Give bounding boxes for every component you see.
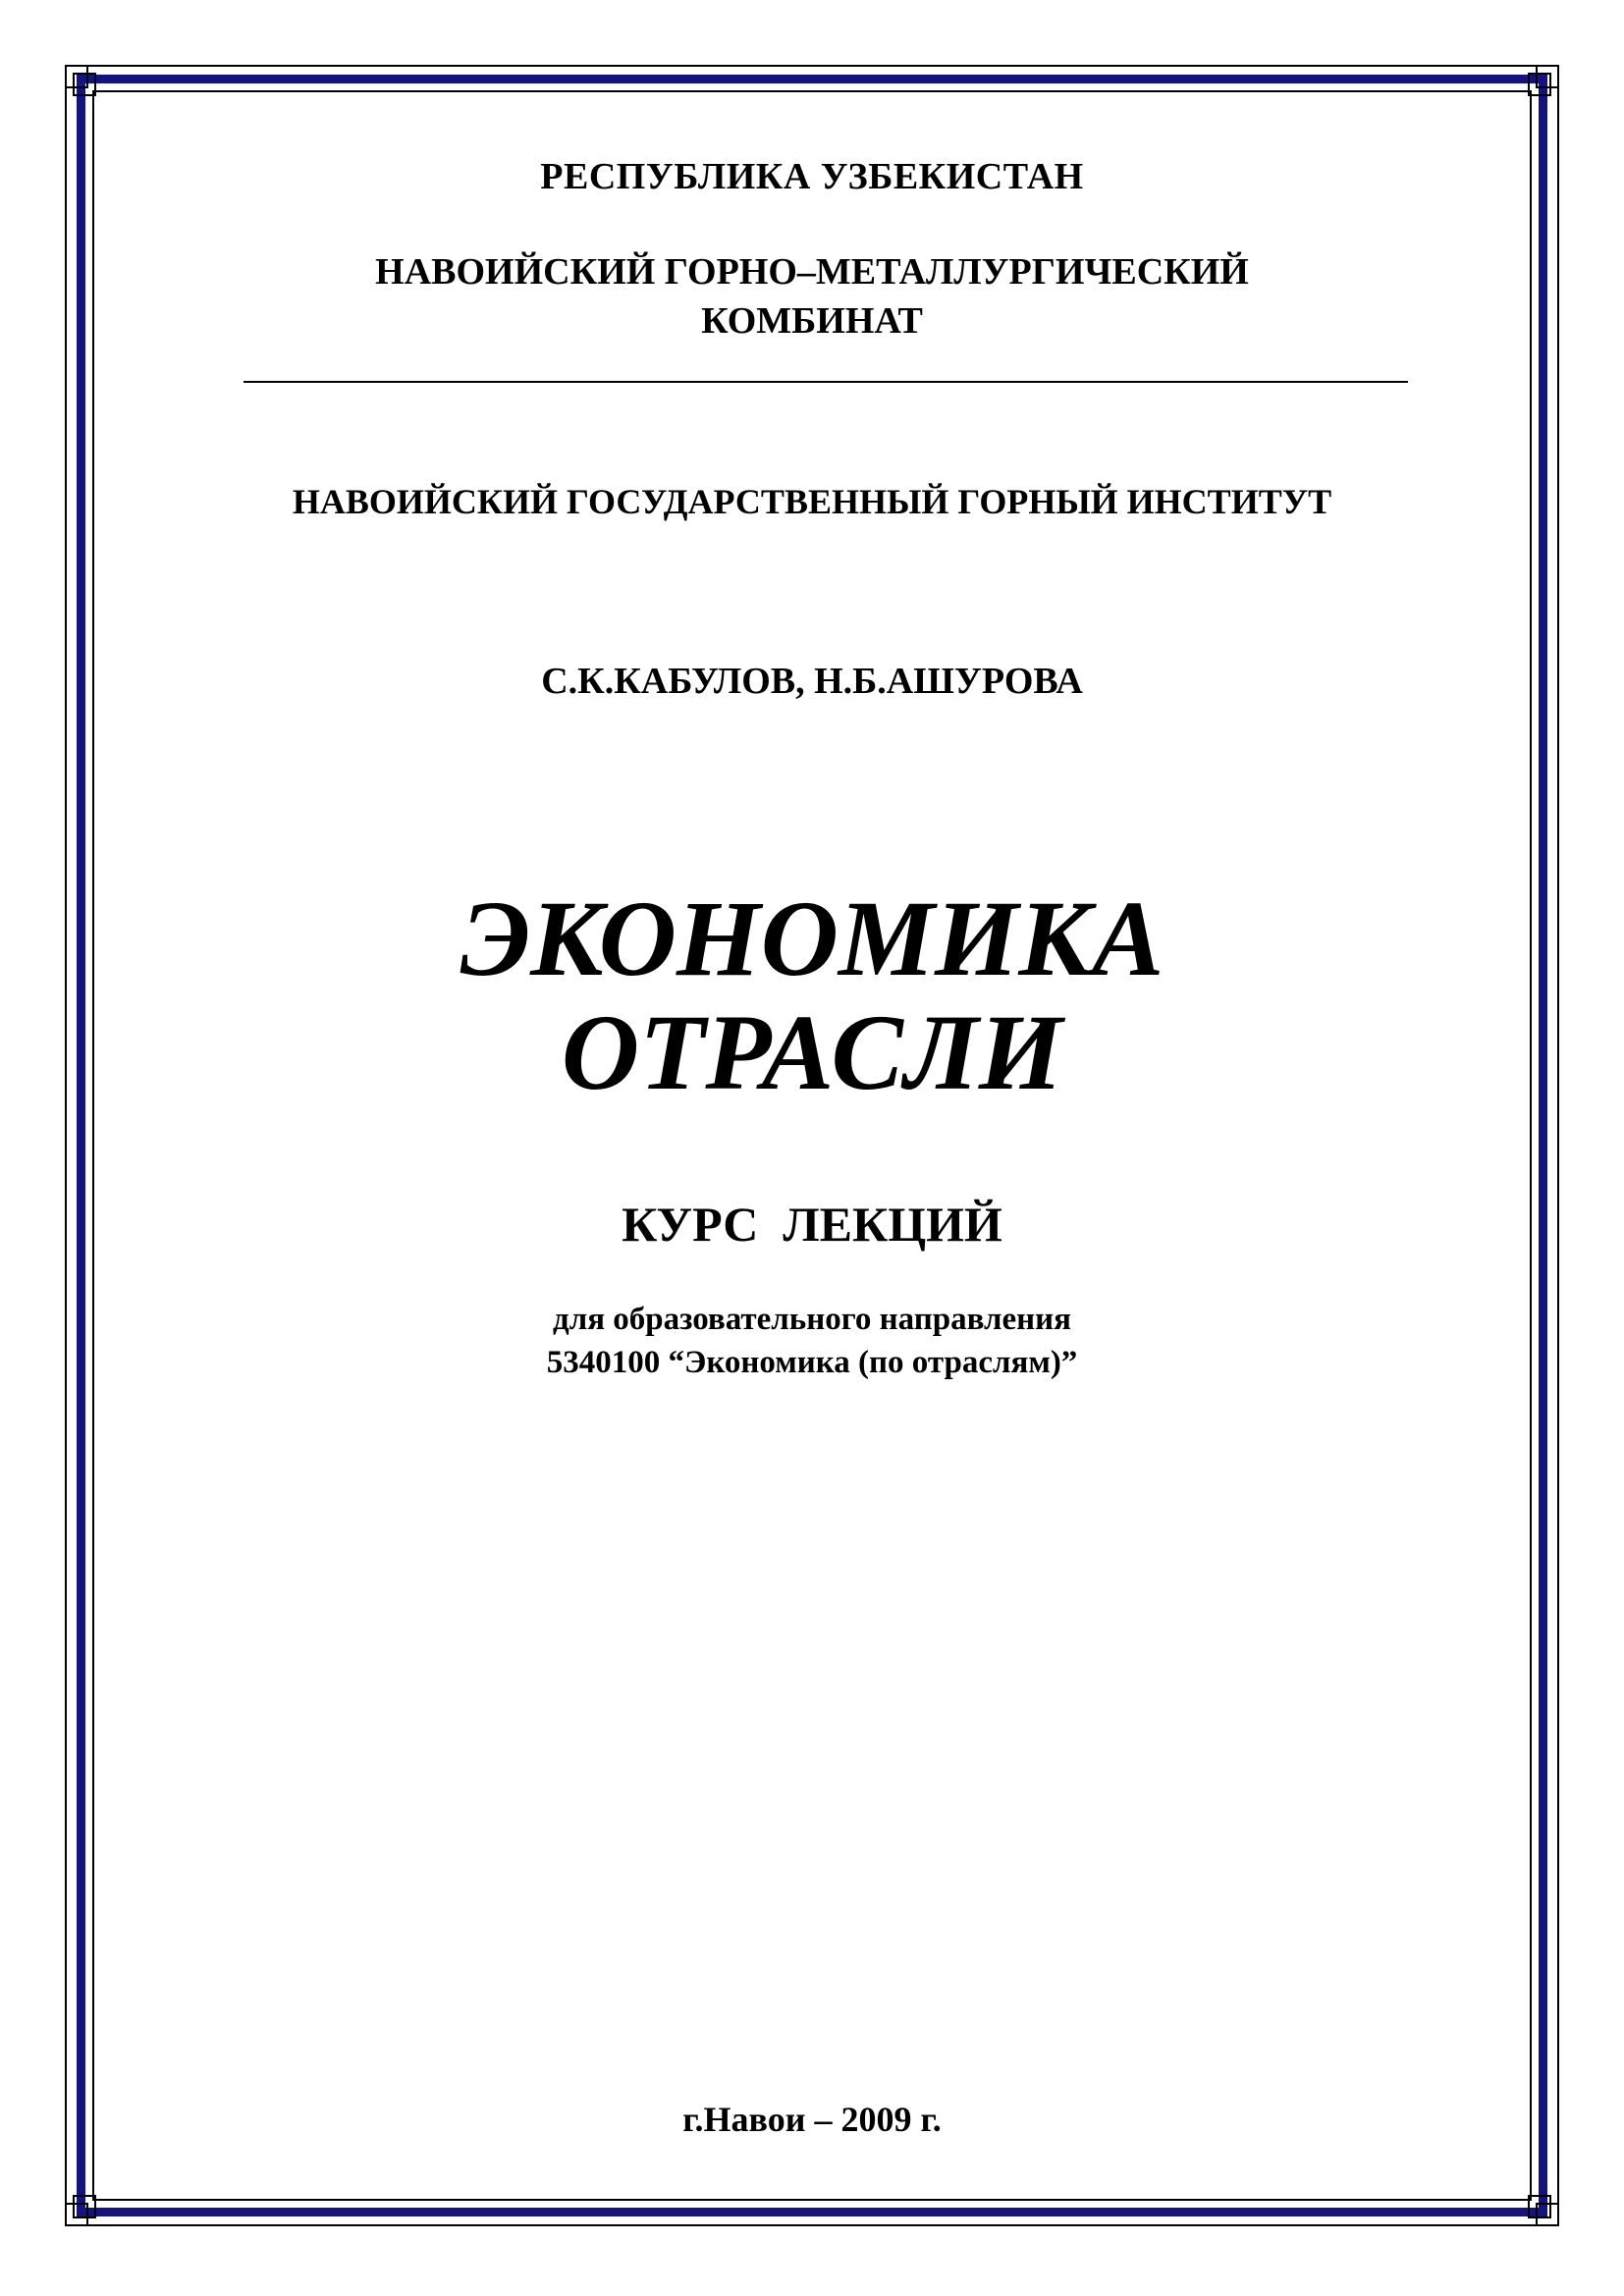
- frame-corner-ornament: [65, 2187, 104, 2226]
- frame-corner-ornament: [1520, 65, 1559, 104]
- company-heading-line-1: НАВОИЙСКИЙ ГОРНО–МЕТАЛЛУРГИЧЕСКИЙ: [375, 251, 1249, 293]
- document-title-line-1: ЭКОНОМИКА: [460, 879, 1164, 998]
- horizontal-divider: [244, 381, 1408, 383]
- document-title-line-2: ОТРАСЛИ: [561, 992, 1063, 1112]
- document-title: [0, 879, 1624, 1112]
- education-direction-line-2: 5340100 “Экономика (по отраслям)”: [546, 1345, 1078, 1380]
- city-and-year: г.Навои – 2009 г.: [682, 2100, 942, 2139]
- frame-corner-ornament: [1520, 2187, 1559, 2226]
- authors: С.К.КАБУЛОВ, Н.Б.АШУРОВА: [541, 661, 1083, 702]
- frame-inner-border: [92, 90, 1532, 2201]
- company-heading-line-2: КОМБИНАТ: [701, 300, 923, 342]
- country-heading: РЕСПУБЛИКА УЗБЕКИСТАН: [540, 156, 1084, 197]
- company-heading: [0, 247, 1624, 346]
- institute-heading: НАВОИЙСКИЙ ГОСУДАРСТВЕННЫЙ ГОРНЫЙ ИНСТИТУТ: [292, 482, 1332, 521]
- education-direction: [0, 1298, 1624, 1384]
- document-subtitle: КУРС ЛЕКЦИЙ: [622, 1197, 1002, 1252]
- frame-corner-ornament: [65, 65, 104, 104]
- education-direction-line-1: для образовательного направления: [553, 1302, 1071, 1337]
